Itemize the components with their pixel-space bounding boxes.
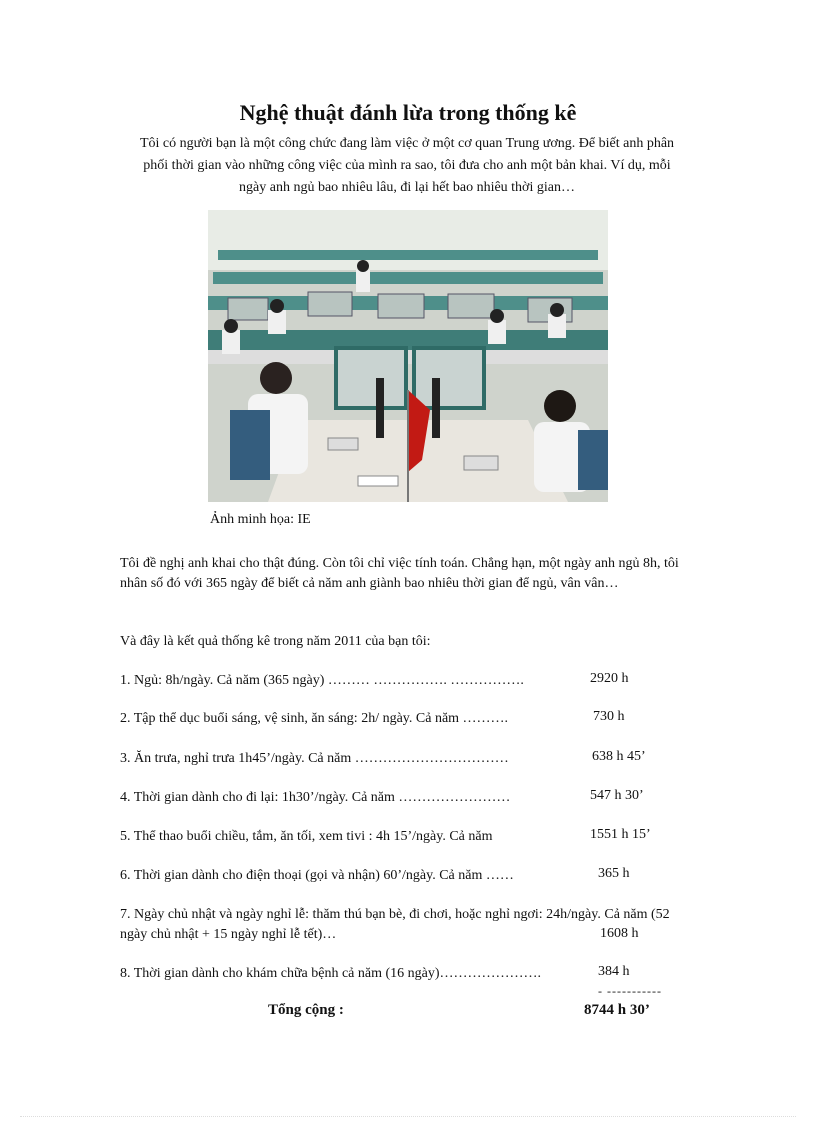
list-item-value: 730 h xyxy=(593,709,625,724)
list-item-value: 365 h xyxy=(598,866,630,881)
page-bottom-divider xyxy=(20,1116,796,1117)
list-item-value: 547 h 30’ xyxy=(590,788,644,803)
list-item: 7. Ngày chủ nhật và ngày nghỉ lễ: thăm thú bạn bè, đi chơi, hoặc nghỉ ngơi: 24h/ngày. Cả năm (52 ngày chủ nhật + 15 ngày nghỉ lễ tết)… xyxy=(120,907,670,942)
list-item: 6. Thời gian dành cho điện thoại (gọi và nhận) 60’/ngày. Cả năm …… xyxy=(120,868,514,883)
list-item-value: 1608 h xyxy=(600,926,639,941)
paragraph-results-intro: Và đây là kết quả thống kê trong năm 2011 của bạn tôi: xyxy=(120,634,431,649)
paragraph-request: Tôi đề nghị anh khai cho thật đúng. Còn tôi chỉ việc tính toán. Chẳng hạn, một ngày anh ngủ 8h, tôi nhân số đó với 365 ngày để biết cả năm anh giành bao nhiêu thời gian để ngủ, vân vân… xyxy=(120,556,679,591)
list-item-value: 2920 h xyxy=(590,671,629,686)
list-item: 3. Ăn trưa, nghỉ trưa 1h45’/ngày. Cả năm …………………………… xyxy=(120,751,509,766)
total-label: Tổng cộng : xyxy=(268,1002,344,1018)
list-item-value: 638 h 45’ xyxy=(592,749,646,764)
list-item: 4. Thời gian dành cho đi lại: 1h30’/ngày. Cả năm …………………… xyxy=(120,790,511,805)
list-item: 2. Tập thể dục buổi sáng, vệ sinh, ăn sáng: 2h/ ngày. Cả năm ………. xyxy=(120,711,509,726)
total-value: 8744 h 30’ xyxy=(584,1002,650,1018)
photo-caption: Ảnh minh họa: IE xyxy=(210,512,311,527)
list-item: 1. Ngủ: 8h/ngày. Cả năm (365 ngày) ……… ……………. ……………. xyxy=(120,673,524,688)
intro-paragraph: Tôi có người bạn là một công chức đang làm việc ở một cơ quan Trung ương. Để biết anh phân phối thời gian vào những công việc của mình ra sao, tôi đưa cho anh một bản khai. Ví dụ, mỗi ngày anh ngủ bao nhiêu lâu, đi lại hết bao nhiêu thời gian… xyxy=(139,136,675,195)
list-item: 8. Thời gian dành cho khám chữa bệnh cả năm (16 ngày)…………………. xyxy=(120,966,542,981)
sum-divider: - ----------- xyxy=(598,984,662,998)
list-item-value: 1551 h 15’ xyxy=(590,827,651,842)
list-item-value: 384 h xyxy=(598,964,630,979)
office-call-center-photo xyxy=(208,210,608,502)
list-item: 5. Thể thao buổi chiều, tắm, ăn tối, xem tivi : 4h 15’/ngày. Cả năm xyxy=(120,829,493,844)
page-title: Nghệ thuật đánh lừa trong thống kê xyxy=(239,100,577,125)
